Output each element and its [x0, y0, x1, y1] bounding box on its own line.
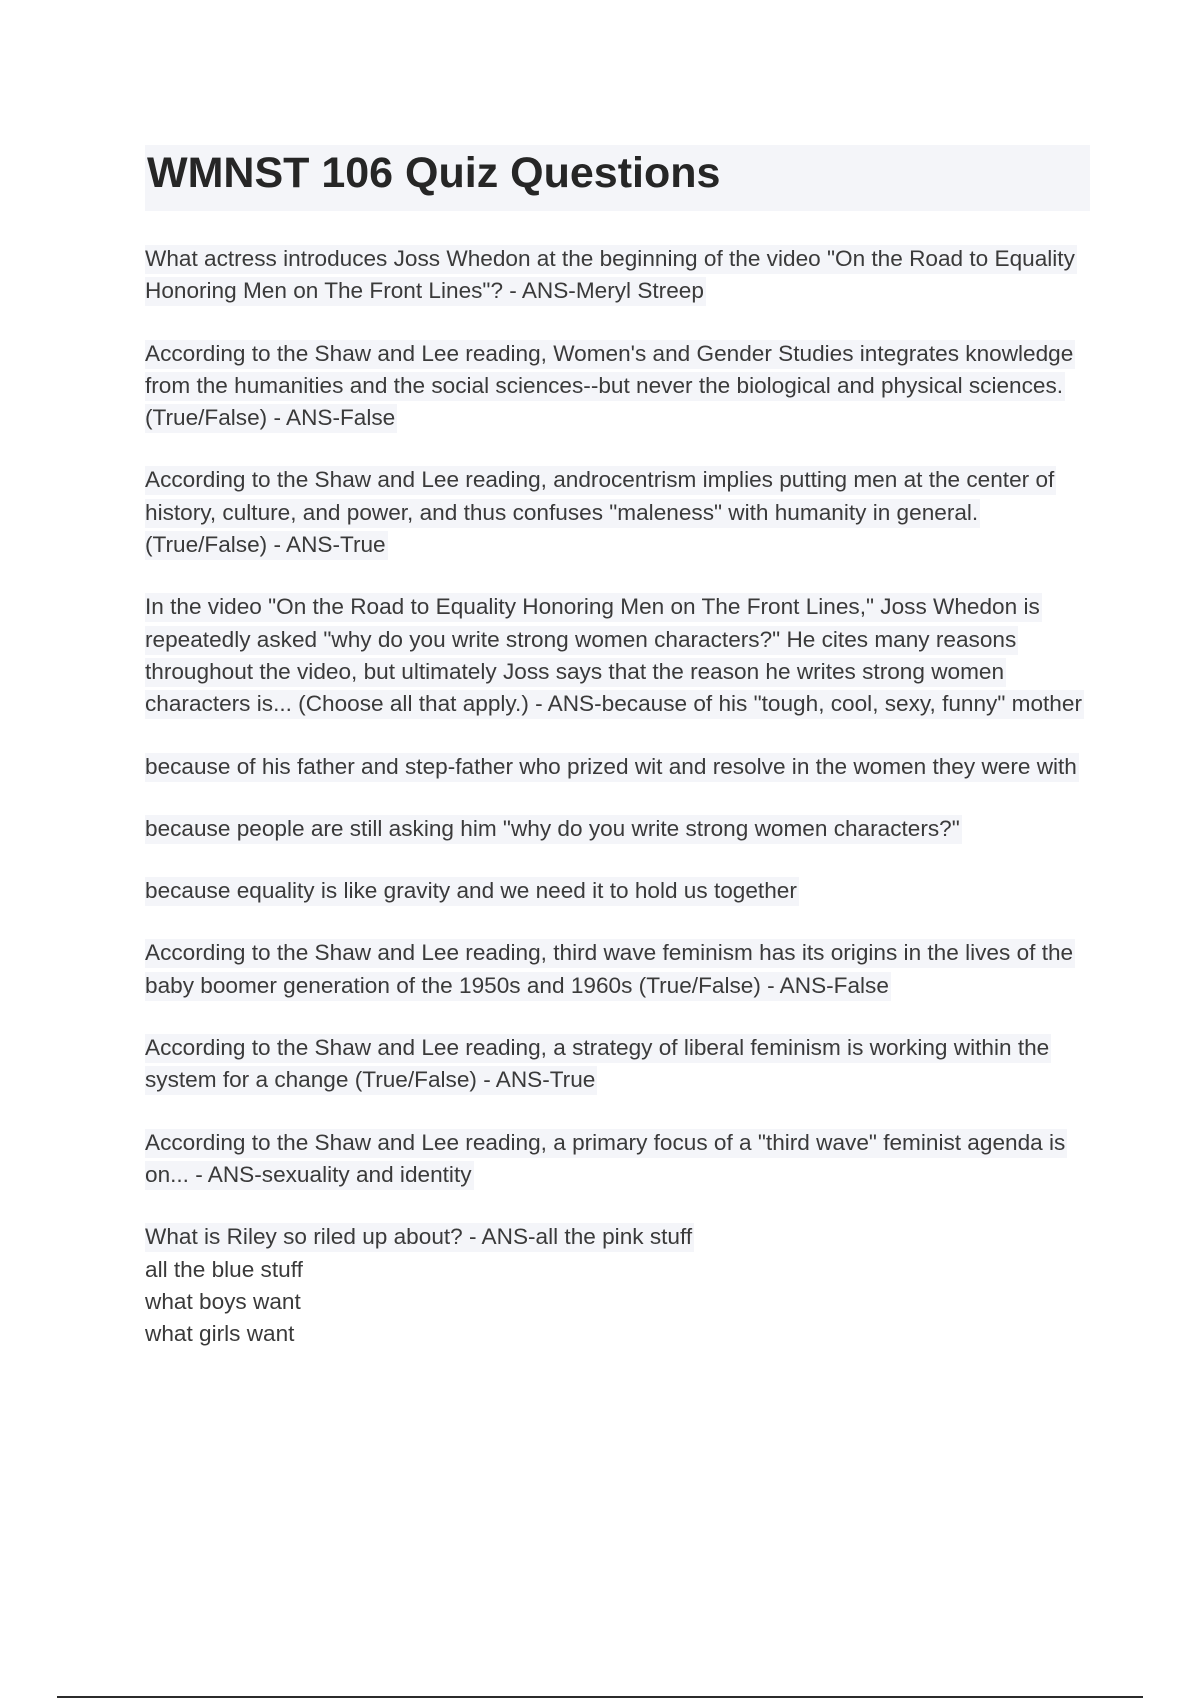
- qa-item: [145, 1221, 1090, 1253]
- qa-list: [145, 243, 1090, 1350]
- qa-item: [145, 875, 1090, 907]
- qa-text: because of his father and step-father who prized wit and resolve in the women they were with: [145, 753, 1079, 782]
- qa-text: According to the Shaw and Lee reading, a strategy of liberal feminism is working within the system for a change (True/False) - ANS-True: [145, 1034, 1051, 1095]
- qa-text: According to the Shaw and Lee reading, a primary focus of a "third wave" feminist agenda is on... - ANS-sexuality and identity: [145, 1129, 1067, 1190]
- qa-option: [145, 1254, 1090, 1286]
- qa-text: because equality is like gravity and we need it to hold us together: [145, 877, 799, 906]
- qa-item: [145, 1032, 1090, 1097]
- qa-item: [145, 338, 1090, 435]
- qa-item: [145, 464, 1090, 561]
- qa-text: What is Riley so riled up about? - ANS-all the pink stuff: [145, 1223, 694, 1252]
- qa-text: what boys want: [145, 1288, 301, 1314]
- qa-item: [145, 243, 1090, 308]
- qa-text: because people are still asking him "why do you write strong women characters?": [145, 815, 962, 844]
- qa-text: According to the Shaw and Lee reading, Women's and Gender Studies integrates knowledge from the humanities and the social sciences--but never the biological and physical sciences. (True/False) - ANS-False: [145, 340, 1075, 434]
- qa-option: [145, 1286, 1090, 1318]
- qa-item: [145, 813, 1090, 845]
- qa-text: According to the Shaw and Lee reading, third wave feminism has its origins in the lives of the baby boomer generation of the 1950s and 1960s (True/False) - ANS-False: [145, 939, 1075, 1000]
- document-title: WMNST 106 Quiz Questions: [145, 145, 1090, 211]
- qa-item: [145, 591, 1090, 720]
- qa-text: According to the Shaw and Lee reading, androcentrism implies putting men at the center of history, culture, and power, and thus confuses "maleness" with humanity in general. (True/False) - ANS-True: [145, 466, 1056, 560]
- qa-text: all the blue stuff: [145, 1256, 303, 1282]
- document-page: [145, 145, 1090, 1350]
- qa-item: [145, 937, 1090, 1002]
- qa-option: [145, 1318, 1090, 1350]
- qa-text: what girls want: [145, 1321, 295, 1347]
- qa-text: In the video "On the Road to Equality Honoring Men on The Front Lines," Joss Whedon is repeatedly asked "why do you write strong women characters?" He cites many reasons throughout the video, but ultimately Joss says that the reason he writes strong women characters is... (Choose all that apply.) - ANS-because of his "tough, cool, sexy, funny" mother: [145, 593, 1084, 719]
- qa-item: [145, 751, 1090, 783]
- page-footer-rule: [57, 1696, 1143, 1698]
- qa-item: [145, 1127, 1090, 1192]
- qa-text: What actress introduces Joss Whedon at the beginning of the video "On the Road to Equality Honoring Men on The Front Lines"? - ANS-Meryl Streep: [145, 245, 1077, 306]
